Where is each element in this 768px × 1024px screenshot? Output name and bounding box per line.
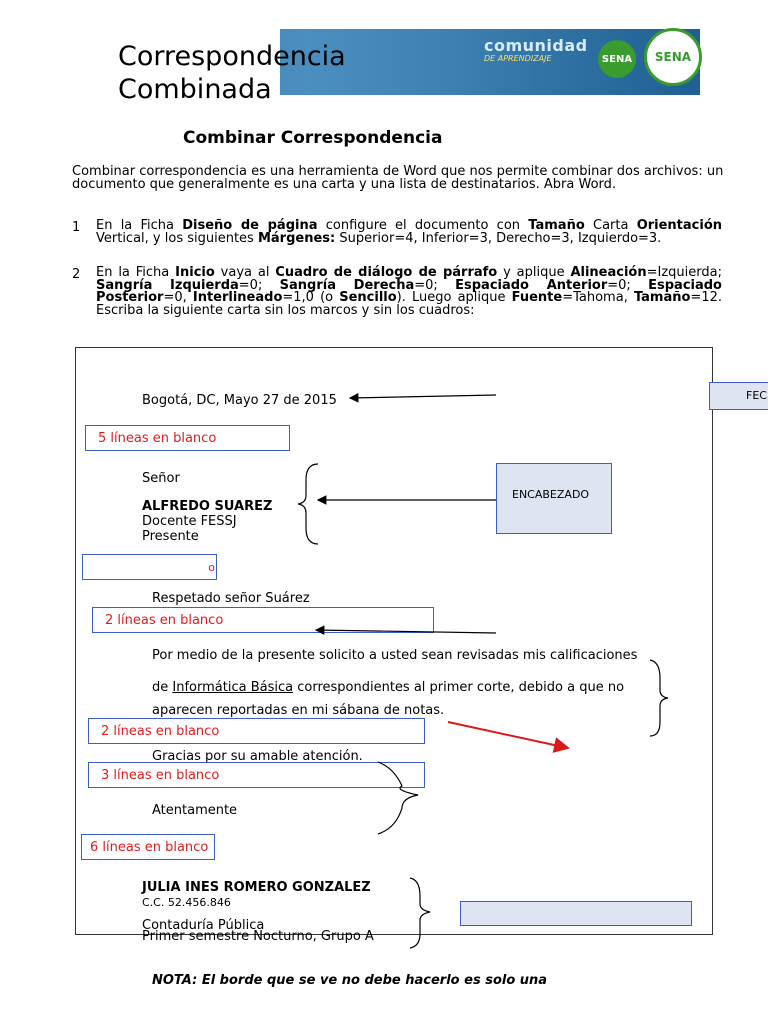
annotation-blank-2b: 2 líneas en blanco	[88, 718, 425, 744]
body-line-2: de Informática Básica correspondientes al primer corte, debido a que no	[152, 680, 625, 695]
brace-recipient	[298, 464, 318, 544]
sender-semester: Primer semestre Nocturno, Grupo A	[142, 929, 374, 944]
comunidad-logo: comunidad	[484, 36, 588, 55]
body-line-3: aparecen reportadas en mi sábana de notas.	[152, 703, 445, 718]
sender-name: JULIA INES ROMERO GONZALEZ	[142, 880, 371, 895]
body-line-1: Por medio de la presente solicito a usted sean revisadas mis calificaciones	[152, 648, 638, 663]
comunidad-logo-sub: DE APRENDIZAJE	[484, 54, 552, 63]
sender-id: C.C. 52.456.846	[142, 896, 231, 909]
letter-salutation: Señor	[142, 471, 180, 486]
date-label-box: FEC	[709, 382, 768, 410]
annotation-blank-6: 6 líneas en blanco	[81, 834, 215, 860]
step-number: 2	[72, 267, 81, 282]
recipient-present: Presente	[142, 529, 199, 544]
greeting-arrow	[316, 630, 496, 633]
red-arrow	[448, 722, 568, 748]
annotation-blank-5: 5 líneas en blanco	[85, 425, 290, 451]
section-title: Combinar Correspondencia	[183, 128, 443, 148]
letter-closing: Atentamente	[152, 803, 238, 818]
annotation-blank-3: 3 líneas en blanco	[88, 762, 425, 788]
letter-greeting: Respetado señor Suárez	[152, 591, 310, 606]
sender-program: Contaduría Pública	[142, 918, 265, 933]
sena-logo: SENA	[598, 40, 636, 78]
date-arrow	[350, 395, 496, 398]
letter-thanks: Gracias por su amable atención.	[152, 749, 363, 764]
brace-closing	[378, 762, 418, 834]
step-number: 1	[72, 220, 81, 235]
sena-logo-outline: SENA	[644, 28, 702, 86]
step-2: En la Ficha Inicio vaya al Cuadro de diálogo de párrafo y aplique Alineación=Izquierda; Sangría Izquierda=0; Sangría Derecha=0; Espaciado Anterior=0; Espaciado Posterior=0, Interlineado=1,0 (o Sencillo). Luego aplique Fuente=Tahoma, Tamaño=12. Escriba la siguiente carta sin los marcos y sin los cuadros:	[96, 265, 722, 318]
note-text: NOTA: El borde que se ve no debe hacerlo es solo una	[152, 973, 548, 988]
letter-date: Bogotá, DC, Mayo 27 de 2015	[142, 393, 337, 408]
brace-sender	[410, 878, 430, 948]
intro-paragraph: Combinar correspondencia es una herramienta de Word que nos permite combinar dos archivos: un documento que generalmente es una carta y una lista de destinatarios. Abra Word.	[72, 164, 724, 192]
header-label-box: ENCABEZADO	[496, 463, 612, 534]
page-title: Correspondencia Combinada	[118, 41, 346, 105]
annotation-blank-2a: 2 líneas en blanco	[92, 607, 434, 633]
recipient-name: ALFREDO SUAREZ	[142, 499, 273, 514]
annotation-blank-hidden: o	[82, 554, 217, 580]
brace-body	[650, 660, 668, 736]
step-1: En la Ficha Diseño de página configure el documento con Tamaño Carta Orientación Vertical, y los siguientes Márgenes: Superior=4, Inferior=3, Derecho=3, Izquierdo=3.	[96, 218, 723, 246]
recipient-role: Docente FESSJ	[142, 514, 237, 529]
